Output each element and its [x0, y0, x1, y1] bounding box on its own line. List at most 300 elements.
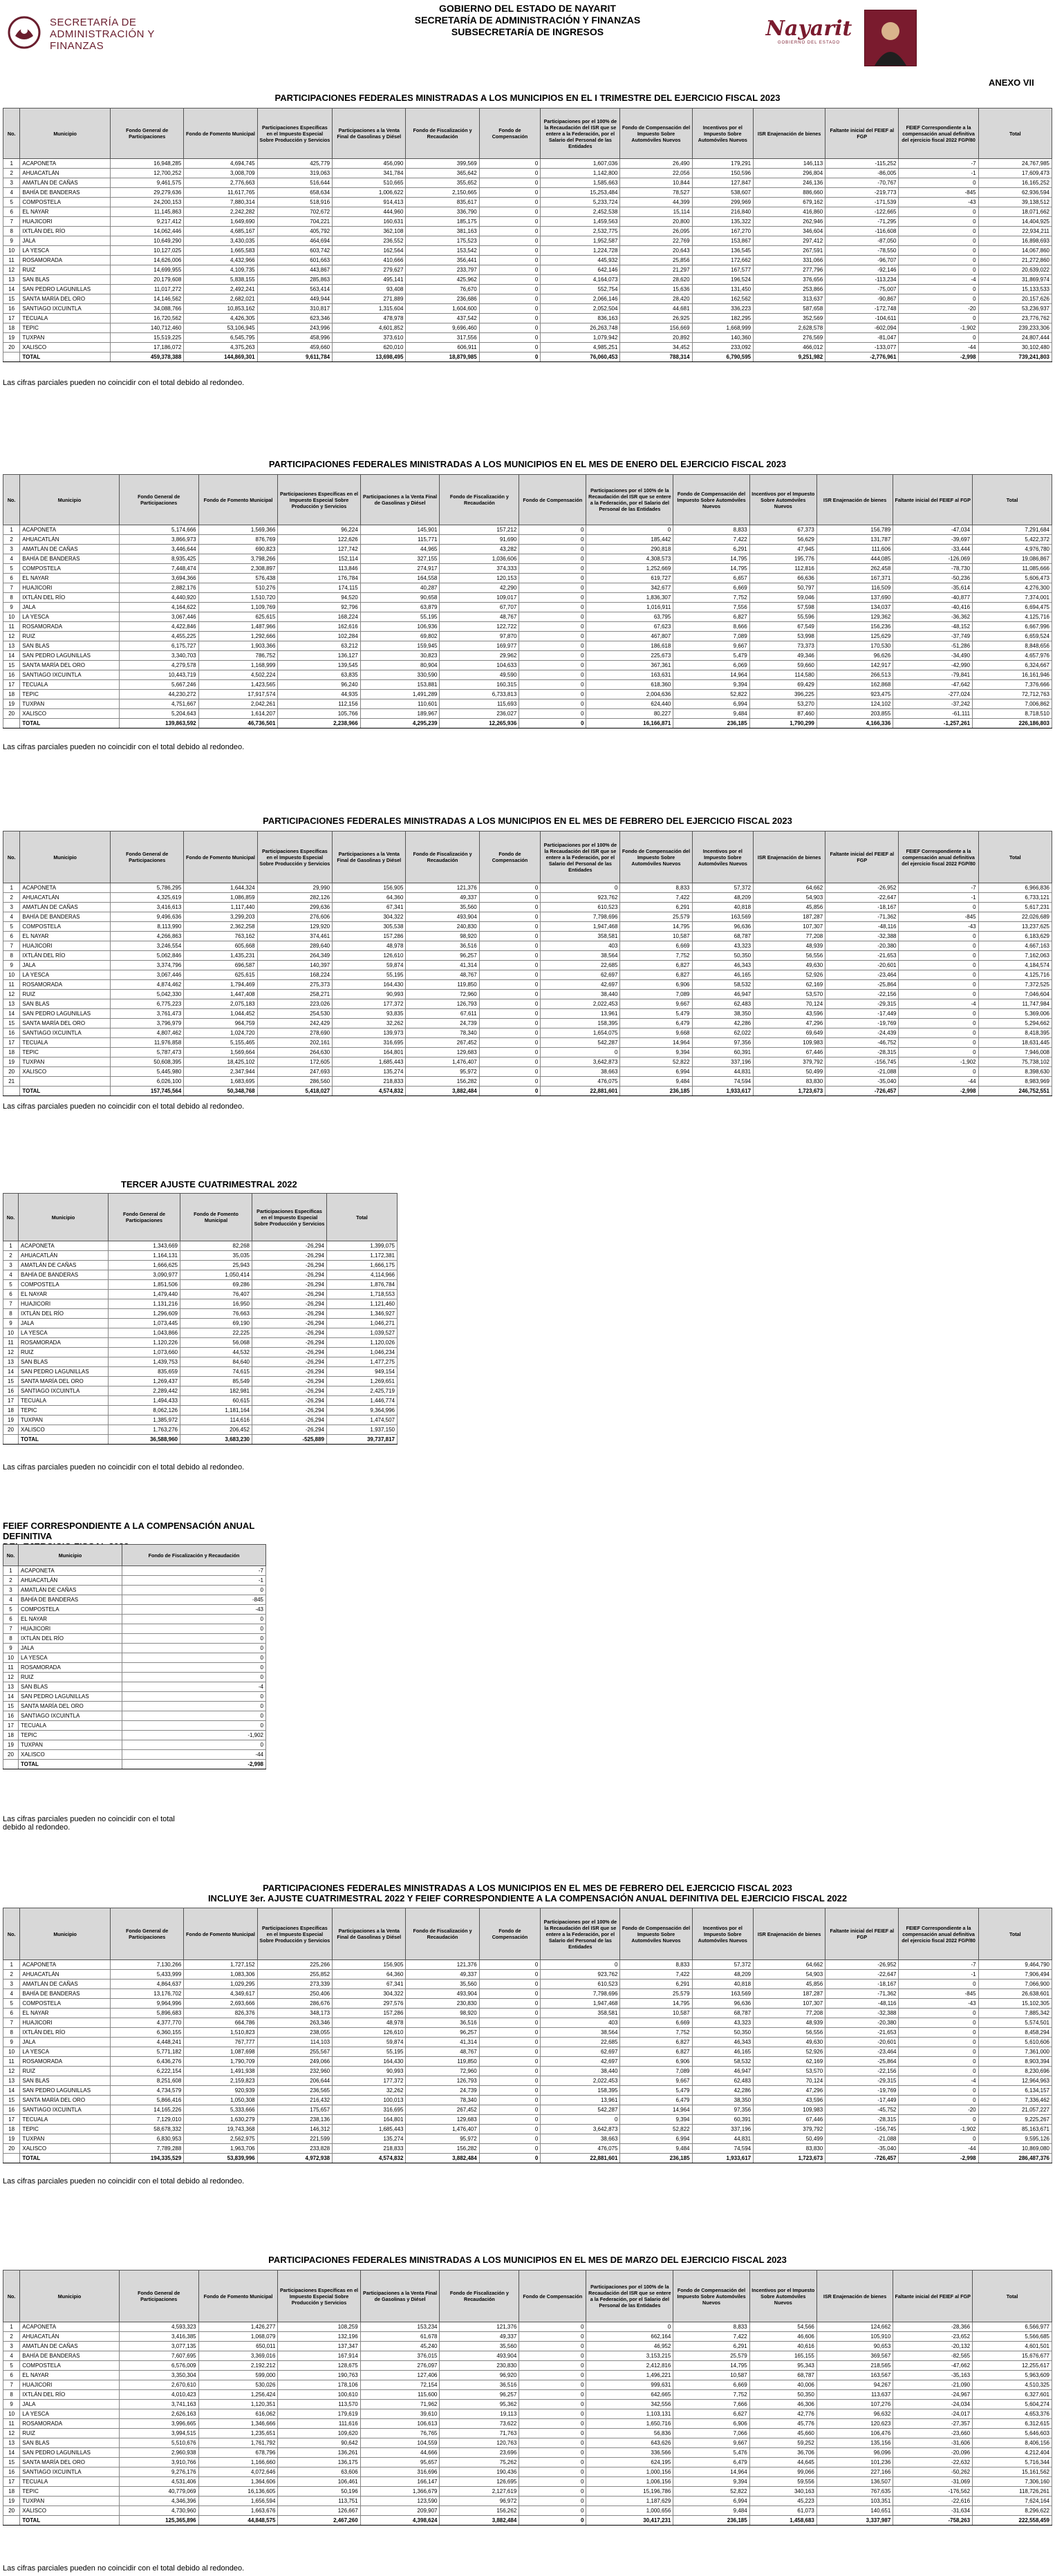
value-cell: 274,917 [360, 564, 440, 574]
column-header: Fondo de Fiscalización y Recaudación [440, 475, 519, 525]
value-cell: 233,092 [692, 343, 754, 352]
value-cell: 76,407 [180, 1290, 252, 1299]
value-cell: 3,642,873 [541, 1057, 620, 1067]
value-cell: 4,164,073 [541, 275, 620, 285]
value-cell: 1,663,676 [198, 2506, 278, 2516]
value-cell: 5,838,155 [184, 275, 257, 285]
value-cell: 603,742 [257, 246, 333, 256]
total-cell: 22,881,601 [541, 2154, 620, 2163]
value-cell: 2,682,021 [184, 294, 257, 304]
value-cell: 4,125,716 [973, 612, 1052, 622]
value-cell: 48,209 [692, 893, 754, 903]
value-cell: 478,978 [333, 314, 406, 323]
value-cell: 0 [479, 1999, 541, 2009]
municipio-name: LA YESCA [20, 2047, 111, 2057]
column-header: Participaciones a la Venta Final de Gasolinas y Diésel [333, 831, 406, 883]
value-cell: 127,847 [692, 178, 754, 188]
municipio-name: BAHÍA DE BANDERAS [20, 2351, 120, 2361]
value-cell: 4,653,376 [973, 2409, 1052, 2419]
value-cell: 1,510,720 [198, 593, 278, 603]
total-cell: 4,574,832 [333, 1087, 406, 1096]
value-cell: 7,066,900 [978, 1980, 1052, 1989]
total-blank [3, 1087, 20, 1096]
value-cell: 46,947 [692, 990, 754, 999]
column-header: Fondo de Fiscalización y Recaudación [406, 1908, 479, 1960]
value-cell: 0 [479, 999, 541, 1009]
value-cell: 187,287 [754, 912, 825, 922]
value-cell: 153,542 [406, 246, 479, 256]
value-cell: 72,154 [360, 2380, 440, 2390]
value-cell: -7 [122, 1566, 266, 1576]
value-cell: 327,155 [360, 554, 440, 564]
value-cell: 5,433,999 [111, 1970, 184, 1980]
value-cell: 4,164,622 [119, 603, 198, 612]
value-cell: 10,844 [620, 178, 692, 188]
header-row [3, 475, 1052, 525]
column-header: Participaciones Específicas en el Impuesto Especial Sobre Producción y Servicios [278, 475, 360, 525]
value-cell: 126,610 [333, 951, 406, 961]
rounding-note: Las cifras parciales pueden no coincidir con el total debido al redondeo. [3, 1102, 245, 1111]
value-cell: 277,796 [754, 265, 825, 275]
municipio-name: ROSAMORADA [20, 2057, 111, 2067]
value-cell: -35,614 [893, 583, 973, 593]
value-cell: -35,163 [893, 2371, 973, 2380]
municipio-name: TUXPAN [20, 699, 120, 709]
table-row [3, 2086, 1052, 2096]
municipio-name: BAHÍA DE BANDERAS [19, 1595, 122, 1605]
table-row [3, 1644, 266, 1653]
total-cell: 2,467,260 [278, 2516, 360, 2526]
table-row [3, 1019, 1052, 1028]
value-cell: -24,439 [825, 1028, 899, 1038]
value-cell: 113,751 [278, 2497, 360, 2506]
value-cell: 0 [519, 2497, 586, 2506]
table-row [3, 1396, 398, 1406]
value-cell: 1,685,443 [333, 2125, 406, 2134]
value-cell: 0 [479, 1970, 541, 1980]
value-cell: 56,068 [180, 1338, 252, 1348]
table-row [3, 2380, 1052, 2390]
row-number: 4 [3, 554, 20, 564]
value-cell: -28,315 [825, 1048, 899, 1057]
total-blank [3, 2154, 20, 2163]
municipio-name: TEPIC [20, 690, 120, 699]
section-title: PARTICIPACIONES FEDERALES MINISTRADAS A LOS MUNICIPIOS EN EL MES DE FEBRERO DEL EJERCICIO FISCAL 2023 [263, 816, 792, 826]
row-number: 13 [3, 641, 20, 651]
value-cell: 7,906,494 [978, 1970, 1052, 1980]
value-cell: 0 [479, 2038, 541, 2047]
value-cell: 2,127,619 [440, 2487, 519, 2497]
value-cell: 9,667 [673, 2438, 749, 2448]
value-cell: 4,734,579 [111, 2086, 184, 2096]
row-number: 2 [3, 1970, 20, 1980]
row-number: 11 [3, 1663, 19, 1673]
table-row [3, 1989, 1052, 1999]
value-cell: -48,116 [825, 1999, 899, 2009]
row-number: 19 [3, 1740, 19, 1750]
row-number: 6 [3, 1615, 19, 1624]
section-title: PARTICIPACIONES FEDERALES MINISTRADAS A LOS MUNICIPIOS EN EL MES DE MARZO DEL EJERCICIO FISCAL 2023 [268, 2255, 787, 2265]
total-label: TOTAL [20, 719, 120, 728]
value-cell: 0 [899, 1980, 978, 1989]
value-cell: 103,351 [816, 2497, 893, 2506]
row-number: 1 [3, 525, 20, 535]
value-cell: 3,067,446 [119, 612, 198, 622]
value-cell: 365,642 [406, 169, 479, 178]
value-cell: 267,452 [406, 2105, 479, 2115]
value-cell: 7,448,474 [119, 564, 198, 574]
table-row [3, 2028, 1052, 2038]
value-cell: 156,905 [333, 1960, 406, 1970]
value-cell: 4,694,745 [184, 159, 257, 169]
value-cell: 167,371 [816, 574, 893, 583]
row-number: 18 [3, 323, 20, 333]
value-cell: -19,769 [825, 1019, 899, 1028]
value-cell: 14,062,446 [111, 227, 184, 236]
value-cell: 5,610,606 [978, 2038, 1052, 2047]
row-number: 15 [3, 2096, 20, 2105]
value-cell: 189,967 [360, 709, 440, 719]
column-header: Municipio [20, 475, 120, 525]
table-row [3, 525, 1052, 535]
value-cell: 43,282 [440, 545, 519, 554]
value-cell: 129,683 [406, 1048, 479, 1057]
value-cell: 19,743,368 [184, 2125, 257, 2134]
municipio-name: HUAJICORI [20, 2380, 120, 2390]
value-cell: 2,150,665 [406, 188, 479, 198]
value-cell: 55,195 [333, 2047, 406, 2057]
value-cell: 0 [519, 2361, 586, 2371]
value-cell: 6,566,977 [973, 2322, 1052, 2332]
value-cell: 373,610 [333, 333, 406, 343]
value-cell: 4,184,574 [978, 961, 1052, 970]
value-cell: 55,596 [749, 612, 816, 622]
value-cell: 7,752 [673, 593, 749, 603]
value-cell: 42,286 [692, 1019, 754, 1028]
rounding-note: Las cifras parciales pueden no coincidir con el total debido al redondeo. [3, 2564, 245, 2573]
value-cell: -4 [899, 2076, 978, 2086]
column-header: Faltante inicial del FEIEF al FGP [893, 2271, 973, 2322]
table-row [3, 2477, 1052, 2487]
table-row [3, 1721, 266, 1731]
value-cell: 999,631 [586, 2380, 673, 2390]
value-cell: 46,952 [586, 2342, 673, 2351]
value-cell: 5,646,603 [973, 2429, 1052, 2438]
row-number: 18 [3, 1406, 19, 1416]
value-cell: 4,864,637 [111, 1980, 184, 1989]
column-header: Participaciones a la Venta Final de Gasolinas y Diésel [360, 475, 440, 525]
value-cell: 336,790 [406, 207, 479, 217]
value-cell: 3,996,665 [119, 2419, 198, 2429]
municipio-name: SAN PEDRO LAGUNILLAS [20, 285, 111, 294]
value-cell: 2,159,823 [184, 2076, 257, 2086]
value-cell: 140,712,460 [111, 323, 184, 333]
value-cell: 266,513 [816, 670, 893, 680]
municipio-name: SAN PEDRO LAGUNILLAS [20, 651, 120, 661]
value-cell: 16,720,562 [111, 314, 184, 323]
value-cell: 8,935,425 [119, 554, 198, 564]
column-header: Faltante inicial del FEIEF al FGP [825, 109, 899, 159]
value-cell: 165,155 [749, 2351, 816, 2361]
municipio-name: SAN BLAS [19, 1682, 122, 1692]
value-cell: -20,601 [825, 961, 899, 970]
value-cell: 0 [122, 1673, 266, 1682]
value-cell: -22,616 [893, 2497, 973, 2506]
table-row [3, 1653, 266, 1663]
value-cell: 1,068,079 [198, 2332, 278, 2342]
value-cell: 195,776 [749, 554, 816, 564]
value-cell: 348,173 [257, 2009, 333, 2018]
total-cell: 18,879,985 [406, 352, 479, 362]
value-cell: -70,767 [825, 178, 899, 188]
value-cell: 4,440,920 [119, 593, 198, 603]
value-cell: 96,257 [406, 2028, 479, 2038]
value-cell: 106,476 [816, 2429, 893, 2438]
value-cell: 2,882,176 [119, 583, 198, 593]
table-row [3, 2076, 1052, 2086]
table-row [3, 1673, 266, 1682]
municipio-name: JALA [20, 603, 120, 612]
value-cell: 4,010,423 [119, 2390, 198, 2400]
value-cell: 1,120,351 [198, 2400, 278, 2409]
value-cell: 267,452 [406, 1038, 479, 1048]
value-cell: 6,669 [620, 941, 692, 951]
value-cell: -26,294 [252, 1299, 327, 1309]
value-cell: 26,490 [620, 159, 692, 169]
value-cell: 62,022 [692, 1028, 754, 1038]
value-cell: -172,748 [825, 304, 899, 314]
value-cell: 1,292,666 [198, 632, 278, 641]
municipio-name: ROSAMORADA [20, 2419, 120, 2429]
value-cell: 4,109,735 [184, 265, 257, 275]
value-cell: 236,027 [440, 709, 519, 719]
value-cell: -176,562 [893, 2487, 973, 2497]
value-cell: 7,422 [673, 535, 749, 545]
value-cell: 50,350 [692, 951, 754, 961]
value-cell: 355,652 [406, 178, 479, 188]
municipio-name: ROSAMORADA [19, 1338, 109, 1348]
value-cell: 82,268 [180, 1241, 252, 1251]
value-cell: 157,212 [440, 525, 519, 535]
total-cell: 4,398,624 [360, 2516, 440, 2526]
value-cell: 518,916 [257, 198, 333, 207]
value-cell: 625,615 [198, 612, 278, 622]
value-cell: 358,581 [541, 932, 620, 941]
value-cell: 396,225 [749, 690, 816, 699]
value-cell: 264,349 [257, 951, 333, 961]
municipio-name: TUXPAN [19, 1740, 122, 1750]
value-cell: 153,867 [692, 236, 754, 246]
column-header: Participaciones por el 100% de la Recaudación del ISR que se entere a la Federación, por el Salario del Personal de las Entidades [541, 1908, 620, 1960]
value-cell: 425,779 [257, 159, 333, 169]
column-header: FEIEF Correspondiente a la compensación anual definitiva del ejercicio fiscal 2022 FGP/80 [899, 109, 978, 159]
table-row [3, 1624, 266, 1634]
value-cell: 6,026,100 [111, 1077, 184, 1087]
value-cell: 0 [899, 990, 978, 999]
value-cell: 233,828 [257, 2144, 333, 2154]
value-cell: 1,016,911 [586, 603, 673, 612]
value-cell: 1,794,469 [184, 980, 257, 990]
value-cell: 6,222,154 [111, 2067, 184, 2076]
row-number: 16 [3, 2105, 20, 2115]
value-cell: 225,266 [257, 1960, 333, 1970]
value-cell: 2,022,453 [541, 2076, 620, 2086]
table-body [3, 1241, 398, 1445]
value-cell: 47,296 [754, 2086, 825, 2096]
value-cell: 63,606 [278, 2467, 360, 2477]
value-cell: 6,827 [620, 2038, 692, 2047]
value-cell: 2,626,163 [119, 2409, 198, 2419]
value-cell: 1,117,440 [184, 903, 257, 912]
value-cell: 5,667,246 [119, 680, 198, 690]
value-cell: 279,627 [333, 265, 406, 275]
value-cell: 175,523 [406, 236, 479, 246]
table-row [3, 314, 1052, 323]
value-cell: 11,976,858 [111, 1038, 184, 1048]
table-row [3, 1999, 1052, 2009]
municipio-name: TEPIC [20, 323, 111, 333]
value-cell: 4,985,251 [541, 343, 620, 352]
municipio-name: TECUALA [20, 1038, 111, 1048]
value-cell: 54,903 [754, 1970, 825, 1980]
value-cell: 164,430 [333, 980, 406, 990]
value-cell: 128,675 [278, 2361, 360, 2371]
value-cell: 38,350 [692, 1009, 754, 1019]
value-cell: -81,047 [825, 333, 899, 343]
value-cell: 74,615 [180, 1367, 252, 1377]
table-row [3, 932, 1052, 941]
column-header: ISR Enajenación de bienes [754, 831, 825, 883]
row-number: 1 [3, 1566, 19, 1576]
value-cell: 1,029,295 [184, 1980, 257, 1989]
value-cell: 44,230,272 [119, 690, 198, 699]
value-cell: 8,833 [620, 1960, 692, 1970]
value-cell: -50,236 [893, 574, 973, 583]
value-cell: 17,917,574 [198, 690, 278, 699]
value-cell: 163,569 [692, 912, 754, 922]
value-cell: 0 [519, 2332, 586, 2342]
header-row [3, 831, 1052, 883]
municipio-name: JALA [20, 961, 111, 970]
value-cell: 5,445,980 [111, 1067, 184, 1077]
value-cell: 6,994 [673, 699, 749, 709]
value-cell: 0 [519, 2380, 586, 2390]
column-header: ISR Enajenación de bienes [754, 109, 825, 159]
table-row [3, 2144, 1052, 2154]
value-cell: 187,287 [754, 1989, 825, 1999]
value-cell: 4,432,966 [184, 256, 257, 265]
value-cell: 98,920 [406, 2009, 479, 2018]
value-cell: 949,154 [327, 1367, 398, 1377]
column-header: Fondo General de Participaciones [111, 1908, 184, 1960]
value-cell: 36,516 [406, 2018, 479, 2028]
value-cell: 20,179,608 [111, 275, 184, 285]
value-cell: 0 [479, 2018, 541, 2028]
value-cell: 40,287 [360, 583, 440, 593]
value-cell: 0 [479, 198, 541, 207]
value-cell: 140,360 [692, 333, 754, 343]
value-cell: 67,611 [406, 1009, 479, 1019]
table-row [3, 970, 1052, 980]
value-cell: 72,960 [406, 2067, 479, 2076]
value-cell: 0 [479, 227, 541, 236]
row-number: 12 [3, 1673, 19, 1682]
value-cell: 624,440 [586, 699, 673, 709]
table-row [3, 670, 1052, 680]
value-cell: 495,141 [333, 275, 406, 285]
value-cell: 7,089 [620, 2067, 692, 2076]
total-cell: -2,998 [899, 352, 978, 362]
row-number: 11 [3, 256, 20, 265]
table-row [3, 1290, 398, 1299]
row-number: 18 [3, 690, 20, 699]
value-cell: 115,771 [360, 535, 440, 545]
value-cell: 96,632 [816, 2409, 893, 2419]
value-cell: 156,262 [440, 2506, 519, 2516]
row-number: 12 [3, 265, 20, 275]
column-header: Participaciones a la Venta Final de Gasolinas y Diésel [333, 1908, 406, 1960]
value-cell: 11,017,272 [111, 285, 184, 294]
row-number: 16 [3, 1386, 19, 1396]
value-cell: 60,391 [692, 1048, 754, 1057]
value-cell: 38,440 [541, 2067, 620, 2076]
value-cell: 4,426,305 [184, 314, 257, 323]
total-cell: -2,776,961 [825, 352, 899, 362]
value-cell: 71,763 [440, 2429, 519, 2438]
value-cell: 9,364,996 [327, 1406, 398, 1416]
value-cell: 0 [479, 294, 541, 304]
value-cell: 5,574,501 [978, 2018, 1052, 2028]
value-cell: 5,204,643 [119, 709, 198, 719]
value-cell: -82,565 [893, 2351, 973, 2361]
table-row [3, 593, 1052, 603]
row-number: 9 [3, 2038, 20, 2047]
table-row [3, 535, 1052, 545]
value-cell: 2,628,578 [754, 323, 825, 333]
value-cell: 1,665,583 [184, 246, 257, 256]
table-row [3, 2409, 1052, 2419]
value-cell: -44 [899, 2144, 978, 2154]
table-row [3, 1261, 398, 1270]
value-cell: 6,994 [620, 2134, 692, 2144]
value-cell: 135,156 [816, 2438, 893, 2448]
value-cell: 0 [479, 207, 541, 217]
value-cell: 25,579 [620, 1989, 692, 1999]
column-header: Fondo General de Participaciones [111, 831, 184, 883]
column-header: Fondo General de Participaciones [111, 109, 184, 159]
value-cell: 1,006,156 [586, 2477, 673, 2487]
value-cell: 162,562 [692, 294, 754, 304]
value-cell: -18,167 [825, 903, 899, 912]
value-cell: -156,745 [825, 2125, 899, 2134]
value-cell: 45,660 [749, 2429, 816, 2438]
value-cell: 2,693,666 [184, 1999, 257, 2009]
value-cell: 0 [122, 1692, 266, 1702]
value-cell: 606,911 [406, 343, 479, 352]
value-cell: 238,055 [257, 2028, 333, 2038]
value-cell: -51,286 [893, 641, 973, 651]
value-cell: 8,418,395 [978, 1028, 1052, 1038]
value-cell: -37,749 [893, 632, 973, 641]
municipio-name: EL NAYAR [20, 932, 111, 941]
value-cell: 110,601 [360, 699, 440, 709]
municipio-name: TECUALA [20, 2477, 120, 2487]
value-cell: 0 [519, 680, 586, 690]
value-cell: 41,314 [406, 2038, 479, 2047]
municipio-name: AMATLÁN DE CAÑAS [20, 903, 111, 912]
value-cell: 48,939 [754, 941, 825, 951]
value-cell: 48,939 [754, 2018, 825, 2028]
